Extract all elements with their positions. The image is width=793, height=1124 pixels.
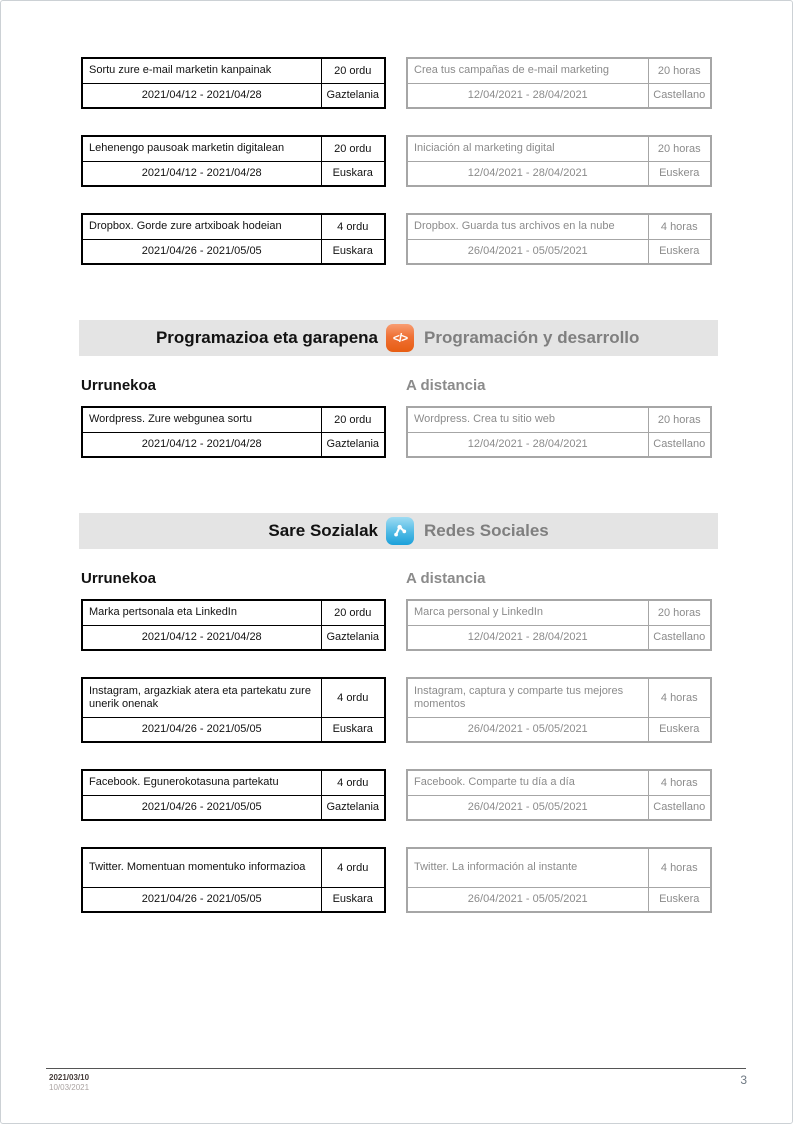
- course-language: Euskara: [321, 161, 385, 186]
- section-banner-programming: [79, 320, 718, 356]
- course-pair: [81, 599, 792, 651]
- course-table-eu: [81, 57, 386, 109]
- subheading-remote-es: A distancia: [406, 570, 486, 587]
- table-row: [82, 214, 385, 239]
- course-language: Castellano: [648, 795, 711, 820]
- table-row: [407, 239, 711, 264]
- course-table-eu: [81, 213, 386, 265]
- course-table-eu: [81, 406, 386, 458]
- footer-dates: [49, 1073, 89, 1093]
- course-dates: 26/04/2021 - 05/05/2021: [407, 887, 648, 912]
- table-row: [407, 795, 711, 820]
- course-pair: [81, 213, 792, 265]
- table-row: [82, 625, 385, 650]
- course-hours: 20 horas: [648, 58, 711, 83]
- section-title-eu: Programazioa eta garapena: [155, 328, 378, 347]
- course-dates: 12/04/2021 - 28/04/2021: [407, 161, 648, 186]
- course-dates: 26/04/2021 - 05/05/2021: [407, 795, 648, 820]
- page-number: 3: [740, 1073, 747, 1087]
- course-title: Iniciación al marketing digital: [407, 136, 648, 161]
- table-row: [407, 432, 711, 457]
- table-row: [82, 678, 385, 717]
- table-row: [407, 407, 711, 432]
- course-dates: 26/04/2021 - 05/05/2021: [407, 239, 648, 264]
- course-dates: 26/04/2021 - 05/05/2021: [407, 717, 648, 742]
- section-title-es: Redes Sociales: [424, 521, 549, 540]
- table-row: [82, 717, 385, 742]
- course-title: Facebook. Comparte tu día a día: [407, 770, 648, 795]
- table-row: [82, 770, 385, 795]
- course-table-es: [406, 599, 712, 651]
- course-title: Marka pertsonala eta LinkedIn: [82, 600, 321, 625]
- share-nodes-icon: [386, 517, 414, 545]
- course-title: Facebook. Egunerokotasuna partekatu: [82, 770, 321, 795]
- table-row: [82, 136, 385, 161]
- course-dates: 12/04/2021 - 28/04/2021: [407, 625, 648, 650]
- course-title: Instagram, argazkiak atera eta partekatu zure unerik onenak: [82, 678, 321, 717]
- course-language: Gaztelania: [321, 83, 385, 108]
- course-table-eu: [81, 135, 386, 187]
- course-language: Euskera: [648, 161, 711, 186]
- course-table-es: [406, 677, 712, 743]
- course-title: Dropbox. Guarda tus archivos en la nube: [407, 214, 648, 239]
- course-table-eu: [81, 599, 386, 651]
- table-row: [82, 887, 385, 912]
- table-row: [407, 58, 711, 83]
- course-table-es: [406, 406, 712, 458]
- course-table-es: [406, 135, 712, 187]
- course-pair: [81, 406, 792, 458]
- subheading-remote-eu: Urrunekoa: [81, 570, 157, 587]
- course-pair: [81, 677, 792, 743]
- table-row: [407, 770, 711, 795]
- course-hours: 4 ordu: [321, 848, 385, 887]
- course-title: Dropbox. Gorde zure artxiboak hodeian: [82, 214, 321, 239]
- subheading-remote-es: A distancia: [406, 377, 486, 394]
- course-title: Twitter. Momentuan momentuko informazioa: [82, 848, 321, 887]
- course-hours: 20 horas: [648, 600, 711, 625]
- table-row: [407, 161, 711, 186]
- course-title: Wordpress. Zure webgunea sortu: [82, 407, 321, 432]
- course-language: Castellano: [648, 432, 711, 457]
- course-hours: 4 horas: [648, 848, 711, 887]
- table-row: [82, 161, 385, 186]
- course-language: Euskera: [648, 887, 711, 912]
- course-language: Euskara: [321, 887, 385, 912]
- course-pair: [81, 135, 792, 187]
- course-table-es: [406, 57, 712, 109]
- table-row: [82, 795, 385, 820]
- course-title: Instagram, captura y comparte tus mejores momentos: [407, 678, 648, 717]
- subheading-remote-eu: Urrunekoa: [81, 377, 157, 394]
- course-language: Gaztelania: [321, 625, 385, 650]
- course-language: Euskera: [648, 239, 711, 264]
- course-dates: 2021/04/26 - 2021/05/05: [82, 795, 321, 820]
- course-hours: 20 ordu: [321, 600, 385, 625]
- course-language: Gaztelania: [321, 795, 385, 820]
- table-row: [82, 239, 385, 264]
- subheading-row: [81, 570, 792, 587]
- course-hours: 20 horas: [648, 136, 711, 161]
- course-hours: 20 ordu: [321, 407, 385, 432]
- course-hours: 4 horas: [648, 214, 711, 239]
- course-title: Marca personal y LinkedIn: [407, 600, 648, 625]
- table-row: [407, 717, 711, 742]
- course-dates: 12/04/2021 - 28/04/2021: [407, 432, 648, 457]
- course-hours: 20 horas: [648, 407, 711, 432]
- course-dates: 2021/04/12 - 2021/04/28: [82, 432, 321, 457]
- course-dates: 2021/04/26 - 2021/05/05: [82, 717, 321, 742]
- table-row: [82, 432, 385, 457]
- course-dates: 2021/04/26 - 2021/05/05: [82, 887, 321, 912]
- footer-divider: [46, 1068, 746, 1069]
- course-dates: 2021/04/12 - 2021/04/28: [82, 83, 321, 108]
- course-table-es: [406, 213, 712, 265]
- course-hours: 4 ordu: [321, 770, 385, 795]
- course-hours: 4 ordu: [321, 678, 385, 717]
- subheading-row: [81, 377, 792, 394]
- page-content: [1, 1, 792, 1123]
- footer-date-primary: 2021/03/10: [49, 1073, 90, 1082]
- course-language: Euskara: [321, 239, 385, 264]
- course-title: Twitter. La información al instante: [407, 848, 648, 887]
- course-pair: [81, 769, 792, 821]
- table-row: [407, 625, 711, 650]
- section-title-es: Programación y desarrollo: [424, 328, 640, 347]
- table-row: [82, 58, 385, 83]
- course-dates: 2021/04/12 - 2021/04/28: [82, 161, 321, 186]
- course-hours: 4 horas: [648, 770, 711, 795]
- table-row: [82, 848, 385, 887]
- table-row: [82, 83, 385, 108]
- course-dates: 2021/04/12 - 2021/04/28: [82, 625, 321, 650]
- section-banner-social: [79, 513, 718, 549]
- course-dates: 2021/04/26 - 2021/05/05: [82, 239, 321, 264]
- course-hours: 20 ordu: [321, 58, 385, 83]
- course-hours: 4 ordu: [321, 214, 385, 239]
- course-language: Euskera: [648, 717, 711, 742]
- table-row: [407, 848, 711, 887]
- course-hours: 4 horas: [648, 678, 711, 717]
- table-row: [82, 407, 385, 432]
- course-title: Wordpress. Crea tu sitio web: [407, 407, 648, 432]
- table-row: [407, 678, 711, 717]
- course-language: Gaztelania: [321, 432, 385, 457]
- table-row: [407, 214, 711, 239]
- code-icon: </>: [386, 324, 414, 352]
- course-table-eu: [81, 769, 386, 821]
- table-row: [407, 83, 711, 108]
- course-title: Lehenengo pausoak marketin digitalean: [82, 136, 321, 161]
- course-table-eu: [81, 677, 386, 743]
- course-language: Castellano: [648, 83, 711, 108]
- table-row: [407, 136, 711, 161]
- course-language: Euskara: [321, 717, 385, 742]
- course-table-es: [406, 769, 712, 821]
- course-language: Castellano: [648, 625, 711, 650]
- course-table-eu: [81, 847, 386, 913]
- section-title-eu: Sare Sozialak: [268, 521, 378, 540]
- course-hours: 20 ordu: [321, 136, 385, 161]
- course-pair: [81, 57, 792, 109]
- course-title: Sortu zure e-mail marketin kanpainak: [82, 58, 321, 83]
- table-row: [407, 600, 711, 625]
- course-pair: [81, 847, 792, 913]
- table-row: [82, 600, 385, 625]
- course-dates: 12/04/2021 - 28/04/2021: [407, 83, 648, 108]
- course-title: Crea tus campañas de e-mail marketing: [407, 58, 648, 83]
- table-row: [407, 887, 711, 912]
- course-table-es: [406, 847, 712, 913]
- footer-date-secondary: 10/03/2021: [49, 1083, 90, 1092]
